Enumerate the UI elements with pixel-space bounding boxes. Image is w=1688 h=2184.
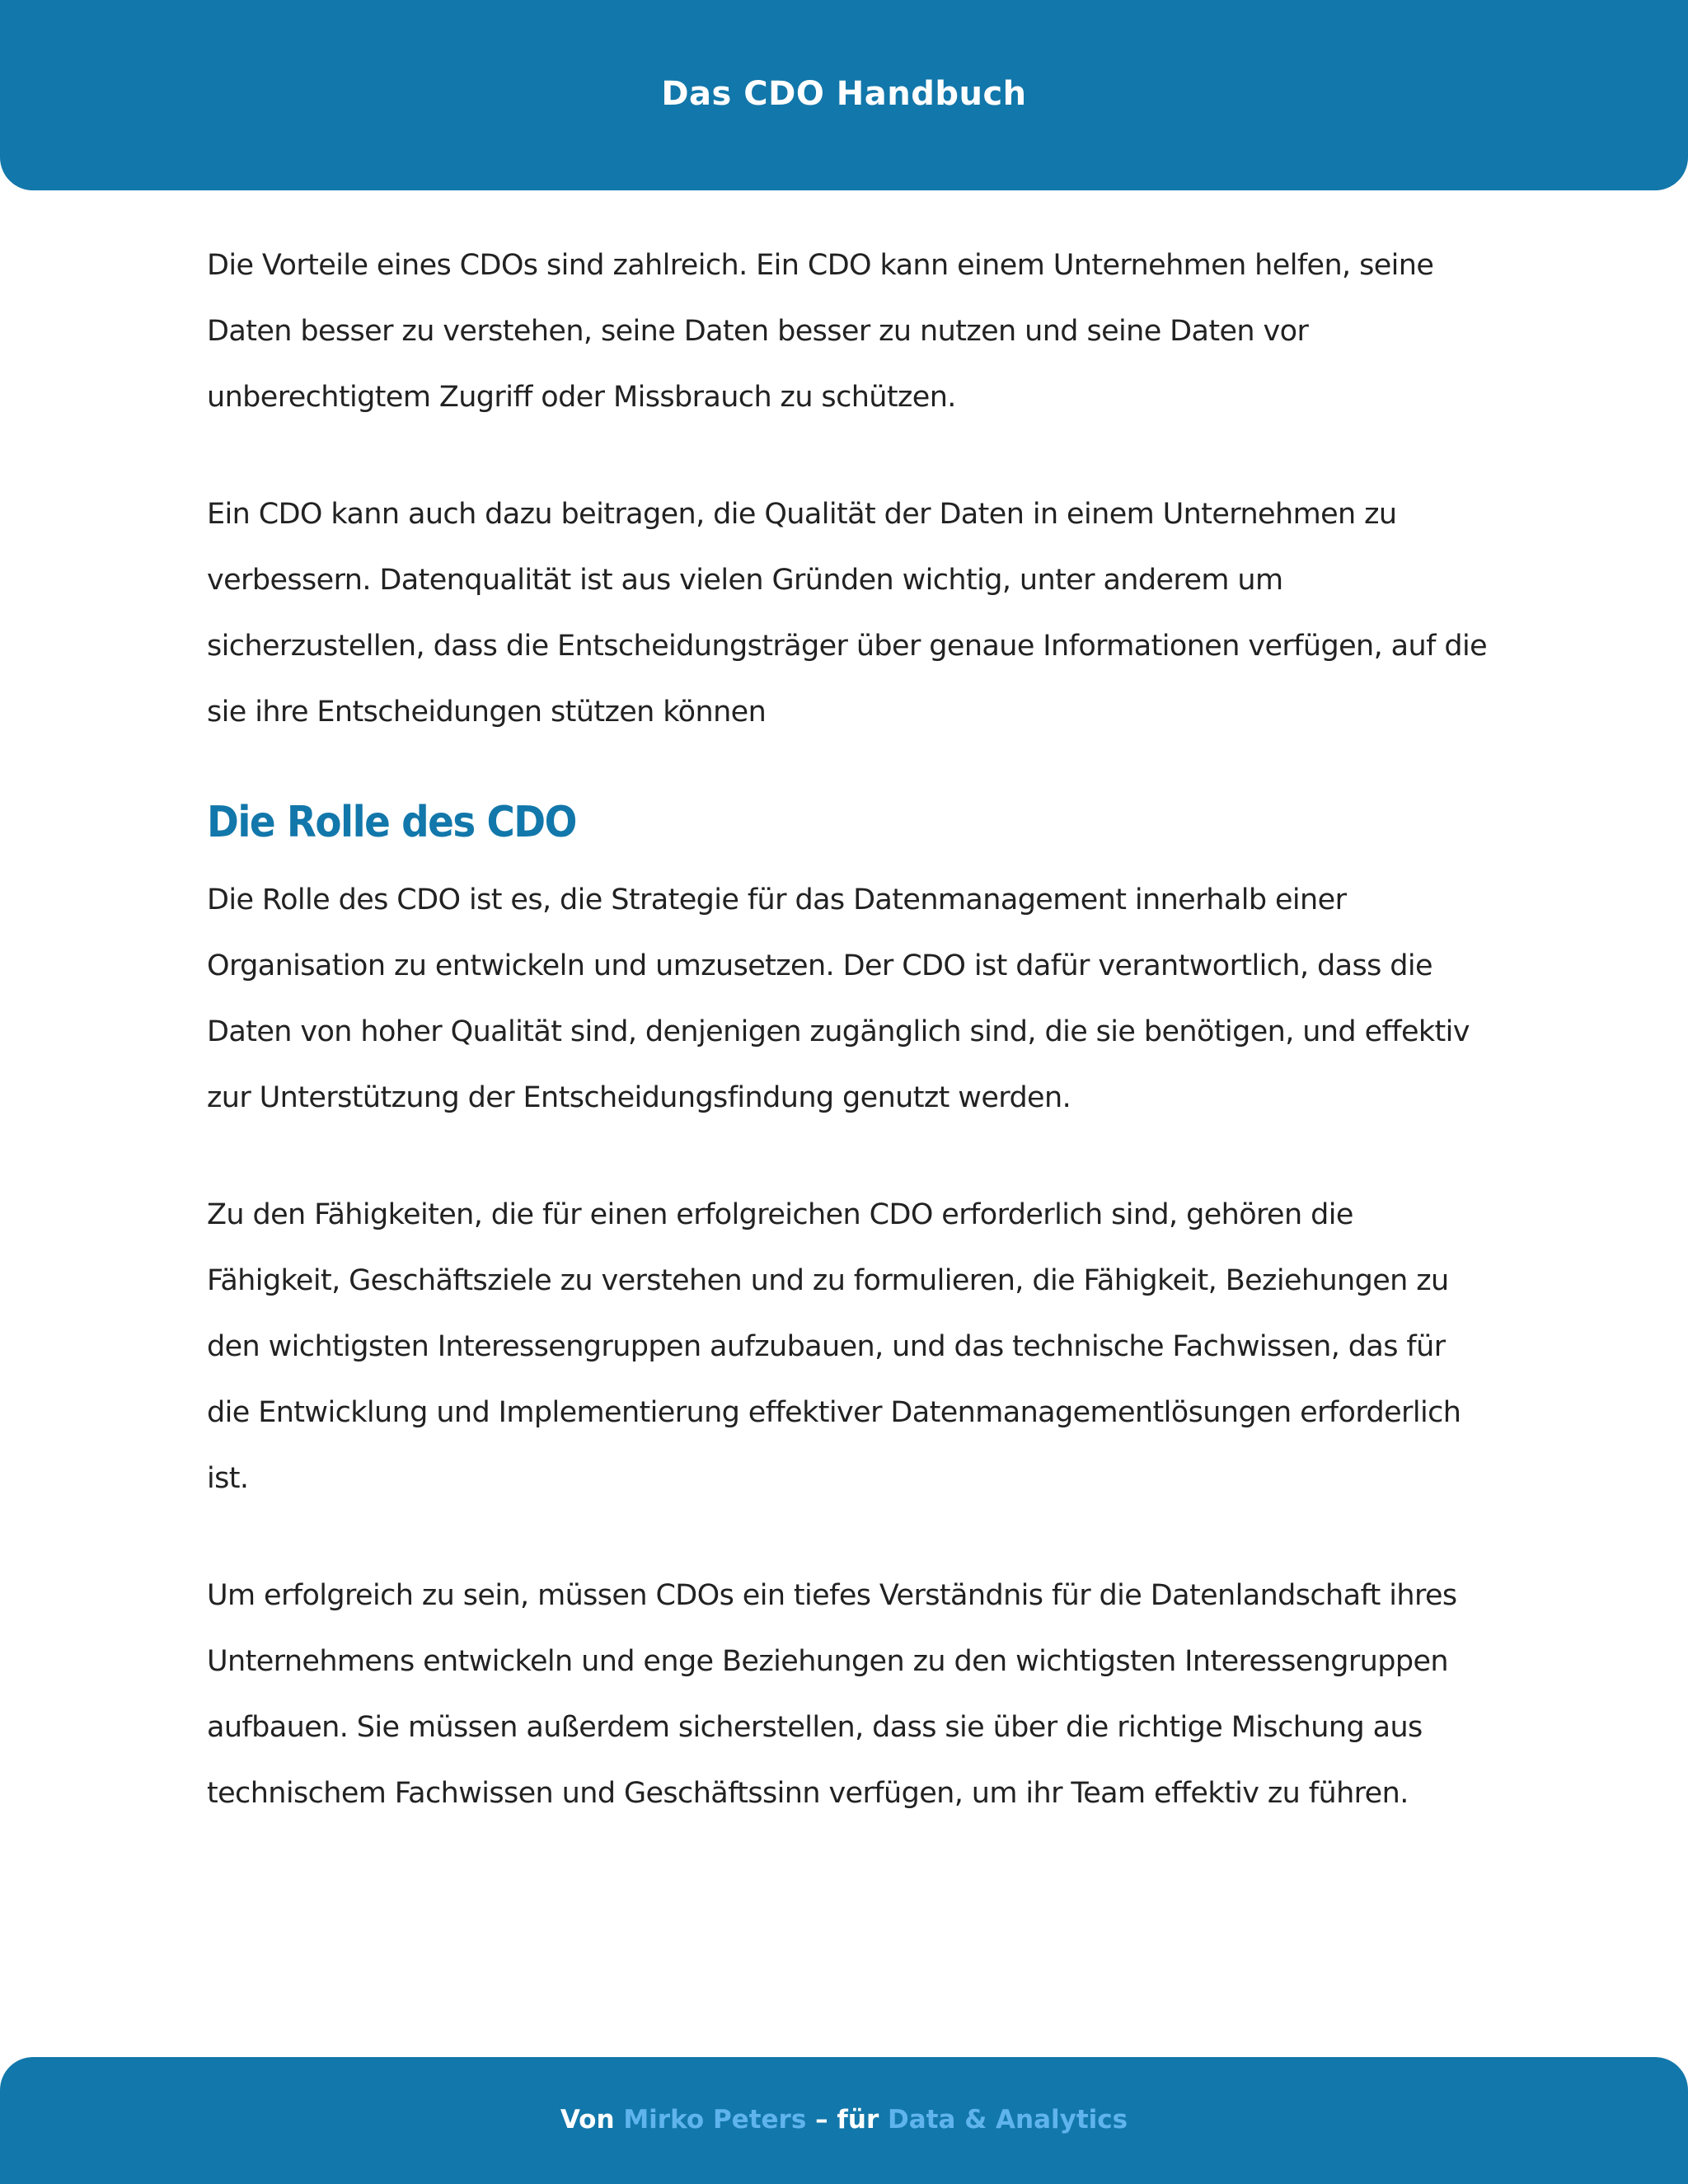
footer-author: Mirko Peters — [623, 2105, 807, 2135]
footer-prefix: Von — [560, 2105, 615, 2135]
paragraph-data-quality: Ein CDO kann auch dazu beitragen, die Qualität der Daten in einem Unternehmen zu verbessern. Datenqualität ist aus vielen Gründen wichtig, unter anderem um sicherzustellen, dass die Entscheidungsträger über genaue Informationen verfügen, auf die sie ihre Entscheidungen stützen können — [207, 498, 1488, 729]
footer-organization: Data & Analytics — [888, 2105, 1128, 2135]
footer-credit — [0, 2102, 1688, 2138]
paragraph-success: Um erfolgreich zu sein, müssen CDOs ein tiefes Verständnis für die Datenlandschaft ihres Unternehmens entwickeln und enge Beziehungen zu den wichtigsten Interessengruppen aufbauen. Sie müssen außerdem sicherstellen, dass sie über die richtige Mischung aus technischem Fachwissen und Geschäftssinn verfügen, um ihr Team effektiv zu führen. — [207, 1579, 1457, 1810]
paragraph-role: Die Rolle des CDO ist es, die Strategie für das Datenmanagement innerhalb einer Organisation zu entwickeln und umzusetzen. Der CDO ist dafür verantwortlich, dass die Daten von hoher Qualität sind, denjenigen zugänglich sind, die sie benötigen, und effektiv zur Unterstützung der Entscheidungsfindung genutzt werden. — [207, 883, 1470, 1114]
paragraph-skills: Zu den Fähigkeiten, die für einen erfolgreichen CDO erforderlich sind, gehören die Fähigkeit, Geschäftsziele zu verstehen und zu formulieren, die Fähigkeit, Beziehungen zu den wichtigsten Interessengruppen aufzubauen, und das technische Fachwissen, das für die Entwicklung und Implementierung effektiver Datenmanagementlösungen erforderlich ist. — [207, 1198, 1461, 1495]
book-title: Das CDO Handbuch — [661, 75, 1027, 113]
page-footer — [0, 2057, 1688, 2184]
paragraph-benefits: Die Vorteile eines CDOs sind zahlreich. Ein CDO kann einem Unternehmen helfen, seine Daten besser zu verstehen, seine Daten besser zu nutzen und seine Daten vor unberechtigtem Zugriff oder Missbrauch zu schützen. — [207, 249, 1434, 414]
footer-separator: – für — [815, 2105, 879, 2135]
section-heading-rolle: Die Rolle des CDO — [207, 798, 576, 847]
page-content — [207, 232, 1493, 1826]
page-header — [0, 0, 1688, 190]
